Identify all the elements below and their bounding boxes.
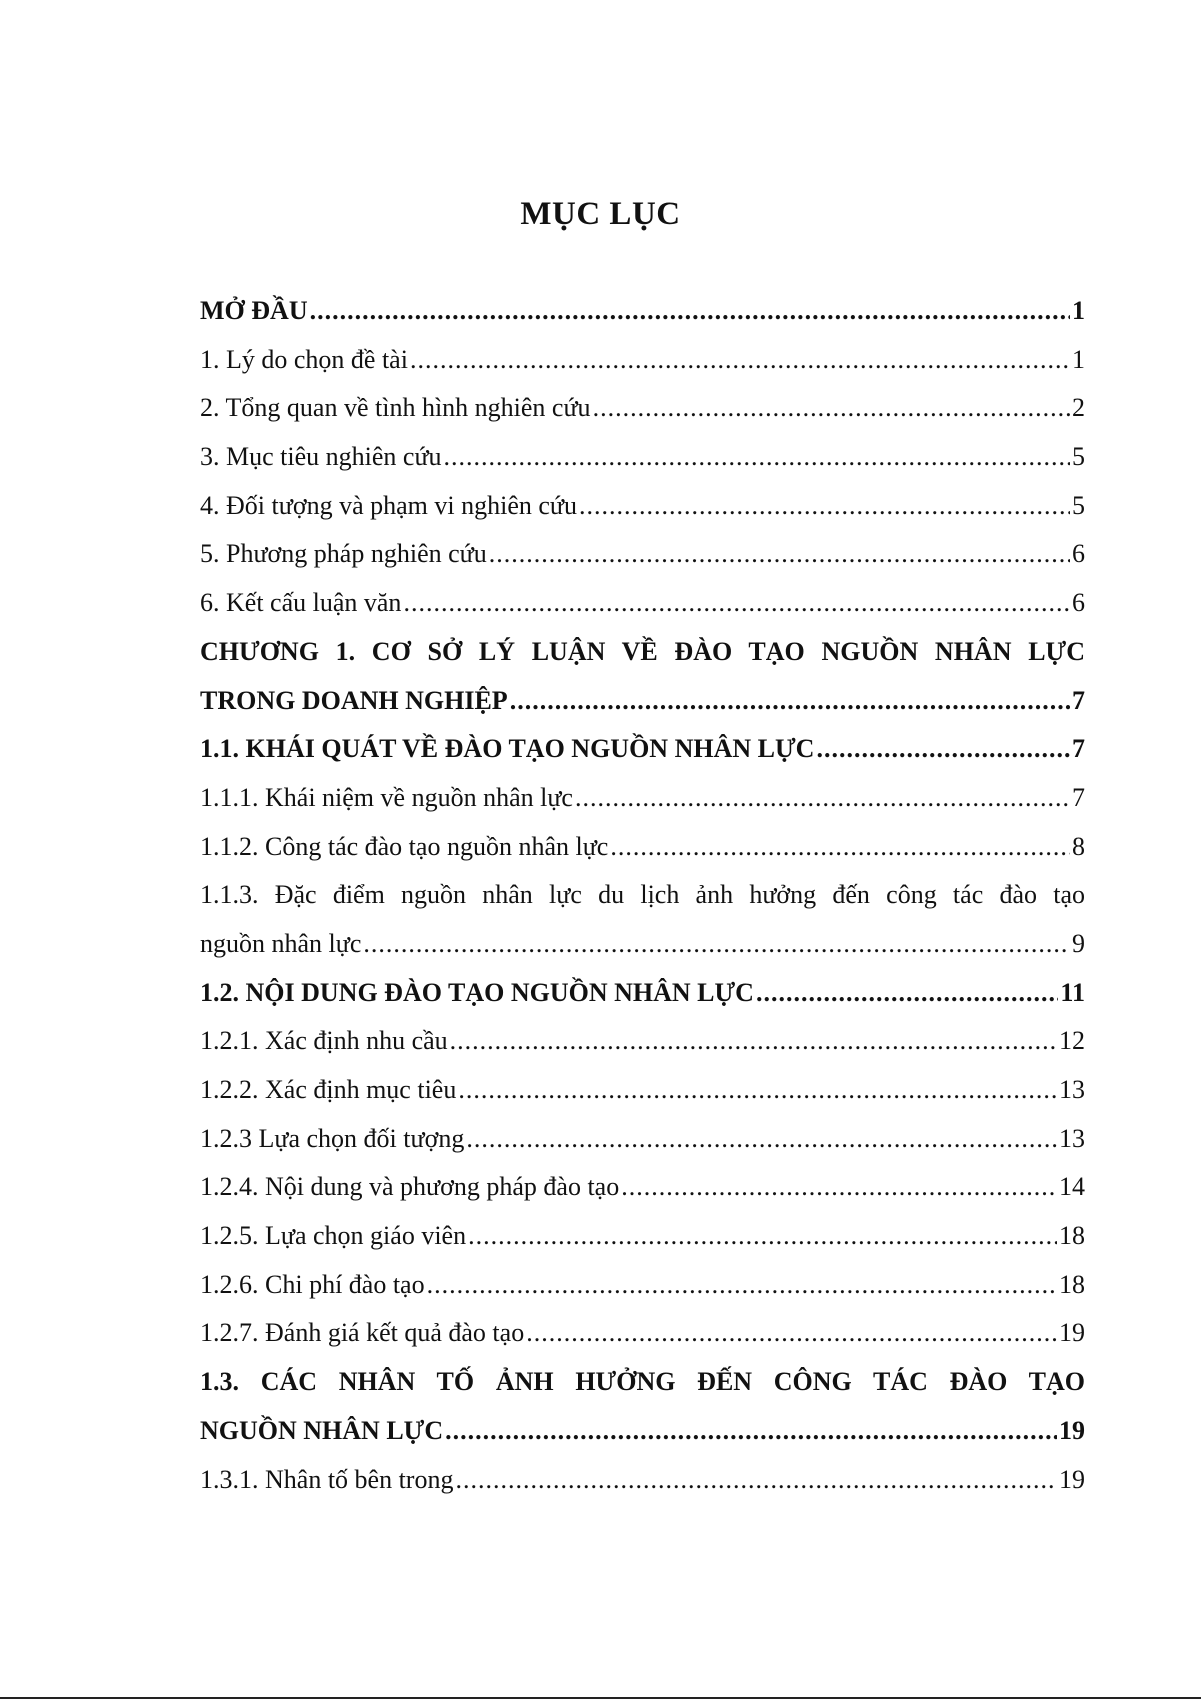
toc-page-number: 6 (1072, 539, 1085, 569)
toc-entry-label: TRONG DOANH NGHIỆP (200, 685, 508, 715)
dot-leader (468, 1221, 1057, 1251)
toc-entry-label: 1.2.1. Xác định nhu cầu (200, 1026, 448, 1056)
dot-leader (427, 1270, 1057, 1300)
toc-entry[interactable] (200, 1075, 1085, 1124)
toc-entry[interactable] (200, 393, 1085, 442)
toc-page-number: 6 (1072, 588, 1085, 618)
dot-leader (403, 588, 1070, 618)
toc-page-number: 12 (1059, 1026, 1085, 1056)
toc-page-number: 7 (1072, 734, 1085, 764)
dot-leader (575, 783, 1070, 813)
dot-leader (816, 734, 1070, 764)
toc-entry-label: MỞ ĐẦU (200, 296, 308, 325)
dot-leader (310, 296, 1070, 326)
toc-entry[interactable] (200, 783, 1085, 832)
toc-entry-label: 1.1.2. Công tác đào tạo nguồn nhân lực (200, 831, 609, 861)
dot-leader (621, 1172, 1057, 1202)
toc-page-number: 19 (1059, 1464, 1085, 1494)
toc-entry-label: 3. Mục tiêu nghiên cứu (200, 442, 442, 472)
dot-leader (610, 832, 1070, 862)
dot-leader (489, 539, 1070, 569)
toc-page-number: 1 (1072, 296, 1085, 325)
dot-leader (756, 978, 1058, 1008)
dot-leader (458, 1075, 1057, 1105)
toc-entry[interactable] (200, 296, 1085, 345)
dot-leader (466, 1124, 1057, 1154)
toc-entry-label: 1.1.1. Khái niệm về nguồn nhân lực (200, 782, 573, 812)
toc-entry[interactable] (200, 1124, 1085, 1173)
toc-entry-label: nguồn nhân lực (200, 928, 362, 958)
toc-entry[interactable] (200, 1318, 1085, 1367)
toc-entry-label: 4. Đối tượng và phạm vi nghiên cứu (200, 490, 577, 520)
toc-entry-label: 1.2.7. Đánh giá kết quả đào tạo (200, 1318, 525, 1348)
toc-page-number: 1 (1072, 344, 1085, 374)
toc-entry[interactable] (200, 491, 1085, 540)
toc-entry-label: 1.2.3 Lựa chọn đối tượng (200, 1123, 465, 1153)
dot-leader (363, 929, 1070, 959)
toc-entry[interactable] (200, 1172, 1085, 1221)
toc-page-number: 7 (1072, 685, 1085, 715)
toc-entry-label: 1.2.6. Chi phí đào tạo (200, 1269, 425, 1299)
toc-entry-label: 5. Phương pháp nghiên cứu (200, 539, 487, 569)
dot-leader (445, 1416, 1057, 1446)
toc-page-number: 14 (1059, 1172, 1085, 1202)
dot-leader (579, 491, 1070, 521)
toc-entry[interactable] (200, 1270, 1085, 1319)
toc-entry[interactable] (200, 1221, 1085, 1270)
toc-page-number: 2 (1072, 393, 1085, 423)
toc-entry-line: 1.3. CÁC NHÂN TỐ ẢNH HƯỞNG ĐẾN CÔNG TÁC ĐÀO TẠO (200, 1367, 1085, 1397)
table-of-contents (200, 296, 1085, 1513)
toc-entry[interactable] (200, 978, 1085, 1027)
toc-entry-label: 1.2.5. Lựa chọn giáo viên (200, 1221, 467, 1251)
toc-page-number: 18 (1059, 1269, 1085, 1299)
toc-page-number: 18 (1059, 1221, 1085, 1251)
toc-entry[interactable] (200, 539, 1085, 588)
page-title: MỤC LỤC (520, 196, 681, 232)
toc-entry[interactable] (200, 686, 1085, 735)
toc-page-number: 11 (1060, 977, 1085, 1007)
toc-entry-line: CHƯƠNG 1. CƠ SỞ LÝ LUẬN VỀ ĐÀO TẠO NGUỒN NHÂN LỰC (200, 636, 1085, 666)
toc-entry-label: 1.2.4. Nội dung và phương pháp đào tạo (200, 1172, 620, 1202)
toc-entry-label: 1.2.2. Xác định mục tiêu (200, 1075, 457, 1104)
toc-entry[interactable] (200, 1465, 1085, 1514)
toc-entry[interactable] (200, 832, 1085, 881)
toc-entry-label: 6. Kết cấu luận văn (200, 588, 402, 618)
toc-entry[interactable] (200, 734, 1085, 783)
toc-page-number: 19 (1059, 1318, 1085, 1348)
toc-page-number: 9 (1072, 928, 1085, 958)
toc-page-number: 5 (1072, 490, 1085, 520)
dot-leader (455, 1465, 1057, 1495)
toc-entry[interactable] (200, 1026, 1085, 1075)
dot-leader (444, 442, 1070, 472)
toc-entry[interactable] (200, 442, 1085, 491)
toc-entry[interactable] (200, 929, 1085, 978)
toc-page-number: 19 (1059, 1415, 1085, 1445)
toc-page-number: 13 (1059, 1123, 1085, 1153)
toc-page-number: 5 (1072, 442, 1085, 472)
toc-entry[interactable] (200, 345, 1085, 394)
toc-entry-label: 2. Tổng quan về tình hình nghiên cứu (200, 393, 591, 423)
toc-entry[interactable] (200, 588, 1085, 637)
dot-leader (510, 686, 1070, 716)
toc-page-number: 8 (1072, 831, 1085, 861)
toc-entry-label: 1. Lý do chọn đề tài (200, 344, 408, 374)
toc-page-number: 7 (1072, 782, 1085, 812)
dot-leader (450, 1026, 1057, 1056)
dot-leader (526, 1318, 1057, 1348)
toc-entry-label: 1.2. NỘI DUNG ĐÀO TẠO NGUỒN NHÂN LỰC (200, 977, 754, 1007)
toc-entry-line: 1.1.3. Đặc điểm nguồn nhân lực du lịch ảnh hưởng đến công tác đào tạo (200, 880, 1085, 910)
toc-entry[interactable] (200, 1416, 1085, 1465)
dot-leader (593, 393, 1070, 423)
dot-leader (410, 345, 1070, 375)
toc-page-number: 13 (1059, 1075, 1085, 1104)
toc-entry-label: 1.3.1. Nhân tố bên trong (200, 1464, 454, 1494)
toc-entry-label: 1.1. KHÁI QUÁT VỀ ĐÀO TẠO NGUỒN NHÂN LỰC (200, 734, 815, 764)
toc-entry-label: NGUỒN NHÂN LỰC (200, 1415, 444, 1445)
